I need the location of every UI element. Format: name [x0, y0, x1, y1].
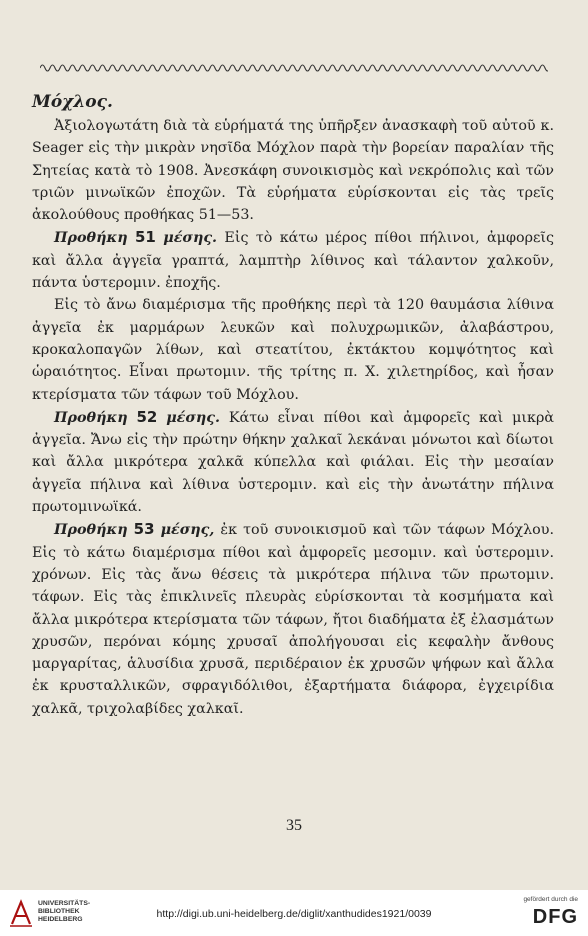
- page-number: 35: [286, 817, 302, 834]
- paragraph-2: [32, 226, 554, 294]
- case-label: Προθήκη: [54, 409, 128, 426]
- wavy-ornament-divider: [40, 60, 548, 76]
- case-label-suffix: μέσης.: [163, 230, 218, 247]
- case-label-suffix: μέσης,: [160, 522, 215, 539]
- paragraph-5: [32, 518, 554, 720]
- section-heading: Μόχλος.: [32, 92, 113, 112]
- university-name: UNIVERSITÄTS- BIBLIOTHEK HEIDELBERG: [38, 900, 91, 923]
- case-number: 51: [134, 228, 156, 247]
- viewer-footer: [0, 890, 588, 936]
- paragraph-4: [32, 406, 554, 518]
- dfg-logo: DFG: [532, 906, 578, 928]
- paragraph-2-text: Εἰς τὸ κάτω μέρος πίθοι πήλινοι, ἀμφορεῖς καὶ ἄλλα ἀγγεῖα γραπτά, λαμπτὴρ λίθινος καὶ τάλαντον χαλκοῦν, πάντα ὑστερομιν. ἐποχῆς.: [32, 230, 555, 292]
- paragraph-5-text: ἐκ τοῦ συνοικισμοῦ καὶ τῶν τάφων Μόχλου. Εἰς τὸ κάτω διαμέρισμα πίθοι καὶ ἀμφορεῖς μεσομιν. καὶ ὑστερομιν. χρόνων. Εἰς τὰς ἄνω θέσεις τὰ μικρότερα πήλινα τῶν πρωτομιν. τάφων. Εἰς τὰς ἐπικλινεῖς πλευρὰς εὑρίσκονται τὰ κοσμήματα καὶ ἄλλα μικρότερα κτερίσματα τῶν τάφων, ἤτοι διαδήματα ἐξ ἐλασμάτων χρυσῶν, περόναι κόμης χρυσαῖ ἀπολήγουσαι εἰς κεφαλὴν ἄνθους μαργαρίτας, ἁλυσίδια χρυσᾶ, περιδέραιον ἐκ χρυσῶν ψήφων καὶ ἄλλα ἐκ κρυσταλλικῶν, σφραγιδόλιθοι, ἐξαρτήματα διάφορα, ἐγχειρίδια χαλκᾶ, τριχολαβίδες χαλκαῖ.: [32, 522, 555, 717]
- case-number: 53: [133, 520, 155, 539]
- case-number: 52: [136, 407, 158, 426]
- page-text: [32, 90, 554, 720]
- case-label: Προθήκη: [54, 230, 128, 247]
- paragraph-1: Ἀξιολογωτάτη διὰ τὰ εὑρήματά της ὑπῆρξεν ἀνασκαφὴ τοῦ αὐτοῦ κ. Seager εἰς τὴν μικρὰν νησῖδα Μόχλον παρὰ τὴν βορείαν παραλίαν τῆς Σητείας κατὰ τὸ 1908. Ἀνεσκάφη συνοικισμὸς καὶ νεκρόπολις καὶ τῶν τριῶν μινωϊκῶν ἐποχῶν. Τὰ εὑρήματα εὑρίσκονται εἰς τὰς τρεῖς ἀκολούθους προθήκας 51—53.: [32, 118, 554, 224]
- source-url-link[interactable]: http://digi.ub.uni-heidelberg.de/diglit/xanthudides1921/0039: [156, 908, 432, 920]
- case-label: Προθήκη: [54, 522, 128, 539]
- funded-by-text: gefördert durch die: [523, 896, 578, 903]
- case-label-suffix: μέσης.: [166, 409, 220, 426]
- paragraph-3: Εἰς τὸ ἄνω διαμέρισμα τῆς προθήκης περὶ τὰ 120 θαυμάσια λίθινα ἀγγεῖα ἐκ μαρμάρων λευκῶν καὶ πολυχρωμικῶν, ἀλαβάστρου, κροκαλοπαγῶν λίθων, καὶ στεατίτου, ἐκτάκτου κομψότητος καὶ ὡραιότητος. Εἶναι πρωτομιν. τῆς τρίτης π. Χ. χιλετηρίδος, καὶ ἦσαν κτερίσματα τῶν τάφων τοῦ Μόχλου.: [32, 297, 554, 403]
- paragraph-4-text: Κάτω εἶναι πίθοι καὶ ἀμφορεῖς καὶ μικρὰ ἀγγεῖα. Ἄνω εἰς τὴν πρώτην θήκην χαλκαῖ λεκάναι μόνωτοι καὶ δίωτοι καὶ ἄλλα μικρότερα χαλκᾶ κύπελλα καὶ φιάλαι. Εἰς τὴν μεσαίαν ἀγγεῖα πήλινα καὶ λίθινα ὑστερομιν. καὶ εἰς τὴν ἀνωτάτην πήλινα πρωτομινωϊκά.: [32, 409, 555, 516]
